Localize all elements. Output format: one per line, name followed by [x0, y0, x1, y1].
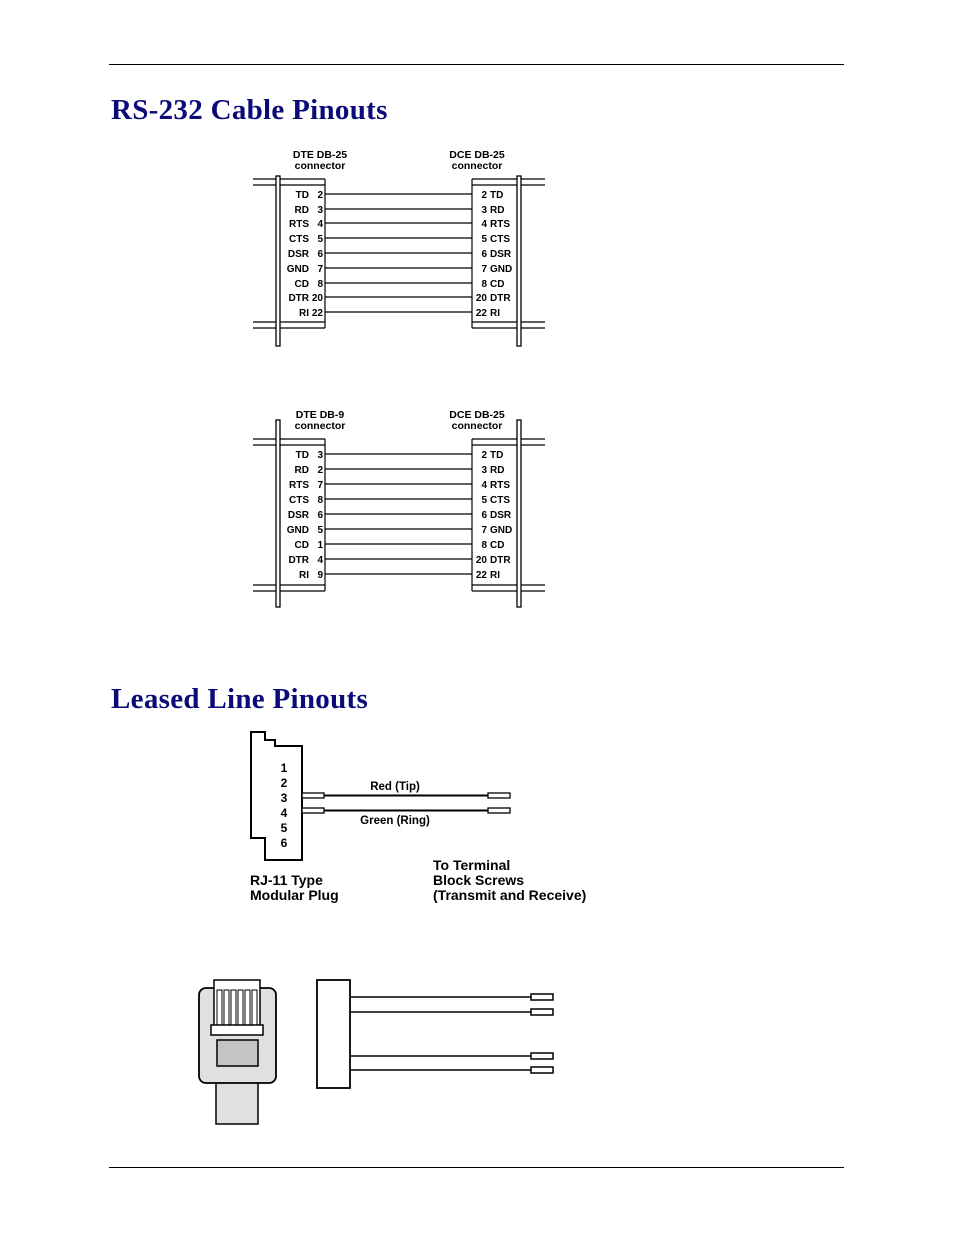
db25-wire-rows — [287, 190, 512, 319]
db9-right-signal: RTS — [490, 480, 510, 491]
db9-right-signal: CTS — [490, 495, 510, 506]
db9-left-pin: 3 — [317, 450, 323, 461]
db25-left-signal: RI — [299, 308, 309, 319]
db25-left-signal: RTS — [289, 219, 309, 230]
rj11-pin: 1 — [280, 761, 288, 775]
rj11-wire-ring — [302, 808, 510, 813]
db25-right-signal: GND — [490, 264, 513, 275]
rs232-section-title: RS-232 Cable Pinouts — [111, 94, 388, 126]
db25-left-pin: 20 — [311, 293, 323, 304]
db9-left-pin: 7 — [317, 480, 323, 491]
db25-right-connector — [472, 176, 545, 346]
db25-right-pin: 6 — [481, 249, 487, 260]
db9-left-signal: RD — [294, 465, 309, 476]
rj11-pin: 6 — [280, 836, 288, 850]
db25-dce-header-line2: connector — [451, 160, 503, 172]
db25-dte-header-line1: DTE DB-25 — [292, 149, 348, 161]
db9-right-pin: 3 — [481, 465, 487, 476]
terminal-wires — [350, 994, 553, 1073]
db25-right-pin: 3 — [481, 205, 487, 216]
db25-right-pin: 2 — [481, 190, 487, 201]
db25-left-pin: 8 — [317, 279, 323, 290]
db25-left-pin: 4 — [317, 219, 323, 230]
db25-left-signal: RD — [294, 205, 309, 216]
db9-left-signal: TD — [295, 450, 309, 461]
db25-left-pin: 2 — [317, 190, 323, 201]
db9-right-pin: 20 — [475, 555, 487, 566]
plug-window — [217, 1040, 258, 1066]
db25-right-signal: RTS — [490, 219, 510, 230]
db9-right-pin: 22 — [475, 570, 487, 581]
db25-right-pin: 20 — [475, 293, 487, 304]
rj11-plug-caption-line1: RJ-11 Type — [250, 872, 323, 888]
db25-right-pin: 8 — [481, 279, 487, 290]
db9-left-signal: DTR — [288, 555, 309, 566]
rj11-wire-tip — [302, 793, 510, 798]
db25-left-signal: GND — [286, 264, 309, 275]
db9-left-signal: RI — [299, 570, 309, 581]
db9-left-signal: CTS — [289, 495, 309, 506]
plug-latch-bar — [211, 1025, 263, 1035]
db9-right-pin: 2 — [481, 450, 487, 461]
db9-left-pin: 1 — [317, 540, 323, 551]
db9-left-pin: 6 — [317, 510, 323, 521]
terminal-block — [317, 980, 350, 1088]
db25-left-connector — [253, 176, 325, 346]
rj11-plug-outline — [251, 732, 302, 860]
db9-left-signal: CD — [294, 540, 309, 551]
rj11-pin: 4 — [280, 806, 288, 820]
db9-left-signal: DSR — [287, 510, 309, 521]
db9-right-signal: TD — [490, 450, 504, 461]
db9-left-pin: 5 — [317, 525, 323, 536]
plug-cable — [216, 1080, 258, 1124]
rj11-pin: 5 — [280, 821, 288, 835]
db9-right-pin: 7 — [481, 525, 487, 536]
db25-left-pin: 7 — [317, 264, 323, 275]
db9-dte-header-line1: DTE DB-9 — [295, 409, 345, 421]
db9-right-pin: 6 — [481, 510, 487, 521]
db25-right-signal: DTR — [490, 293, 511, 304]
db25-left-signal: DTR — [288, 293, 309, 304]
db9-right-pin: 8 — [481, 540, 487, 551]
rj11-diagram — [250, 732, 586, 903]
db9-right-signal: DTR — [490, 555, 511, 566]
db25-right-pin: 7 — [481, 264, 487, 275]
db25-right-signal: DSR — [490, 249, 512, 260]
db9-right-signal: CD — [490, 540, 505, 551]
db9-to-db25-diagram — [253, 409, 545, 607]
db25-right-signal: CD — [490, 279, 505, 290]
db25-right-pin: 22 — [475, 308, 487, 319]
db9-right-signal: DSR — [490, 510, 512, 521]
db25-right-pin: 5 — [481, 234, 487, 245]
db25-right-pin: 4 — [481, 219, 487, 230]
rj11-tip-label: Red (Tip) — [370, 781, 420, 793]
leased-line-section-title: Leased Line Pinouts — [111, 683, 369, 715]
db9-right-signal: GND — [490, 525, 513, 536]
rj11-plug-caption-line2: Modular Plug — [250, 887, 339, 903]
db9-left-pin: 2 — [317, 465, 323, 476]
db9-left-signal: RTS — [289, 480, 309, 491]
db25-left-pin: 3 — [317, 205, 323, 216]
db25-dte-header-line2: connector — [294, 160, 346, 172]
db9-left-pin: 8 — [317, 495, 323, 506]
db25-left-signal: CTS — [289, 234, 309, 245]
db9-right-pin: 5 — [481, 495, 487, 506]
rj11-ring-label: Green (Ring) — [360, 815, 430, 827]
db25-left-signal: TD — [295, 190, 309, 201]
terminal-caption-line1: To Terminal — [433, 857, 511, 873]
db25-left-pin: 6 — [317, 249, 323, 260]
db25-left-pin: 22 — [311, 308, 323, 319]
db9-dce-header-line1: DCE DB-25 — [449, 409, 505, 421]
rj11-pin: 3 — [280, 791, 288, 805]
db25-dce-header-line1: DCE DB-25 — [449, 149, 505, 161]
db25-right-signal: CTS — [490, 234, 510, 245]
modular-plug-illustration — [199, 980, 553, 1124]
db25-right-signal: RD — [490, 205, 505, 216]
db9-dte-header-line2: connector — [294, 420, 346, 432]
db9-left-pin: 9 — [317, 570, 323, 581]
db25-left-signal: CD — [294, 279, 309, 290]
terminal-caption-line3: (Transmit and Receive) — [433, 887, 587, 903]
db9-dce-header-line2: connector — [451, 420, 503, 432]
db25-right-signal: RI — [490, 308, 500, 319]
db25-right-signal: TD — [490, 190, 504, 201]
db9-wire-rows — [287, 450, 512, 581]
db25-left-pin: 5 — [317, 234, 323, 245]
rj11-pin: 2 — [280, 776, 288, 790]
db25-to-db25-diagram — [253, 149, 545, 346]
db25-left-signal: DSR — [287, 249, 309, 260]
db9-right-signal: RD — [490, 465, 505, 476]
terminal-caption-line2: Block Screws — [433, 872, 525, 888]
db9-right-pin: 4 — [481, 480, 487, 491]
db9-left-signal: GND — [286, 525, 309, 536]
db9-right-signal: RI — [490, 570, 500, 581]
db9-left-pin: 4 — [317, 555, 323, 566]
